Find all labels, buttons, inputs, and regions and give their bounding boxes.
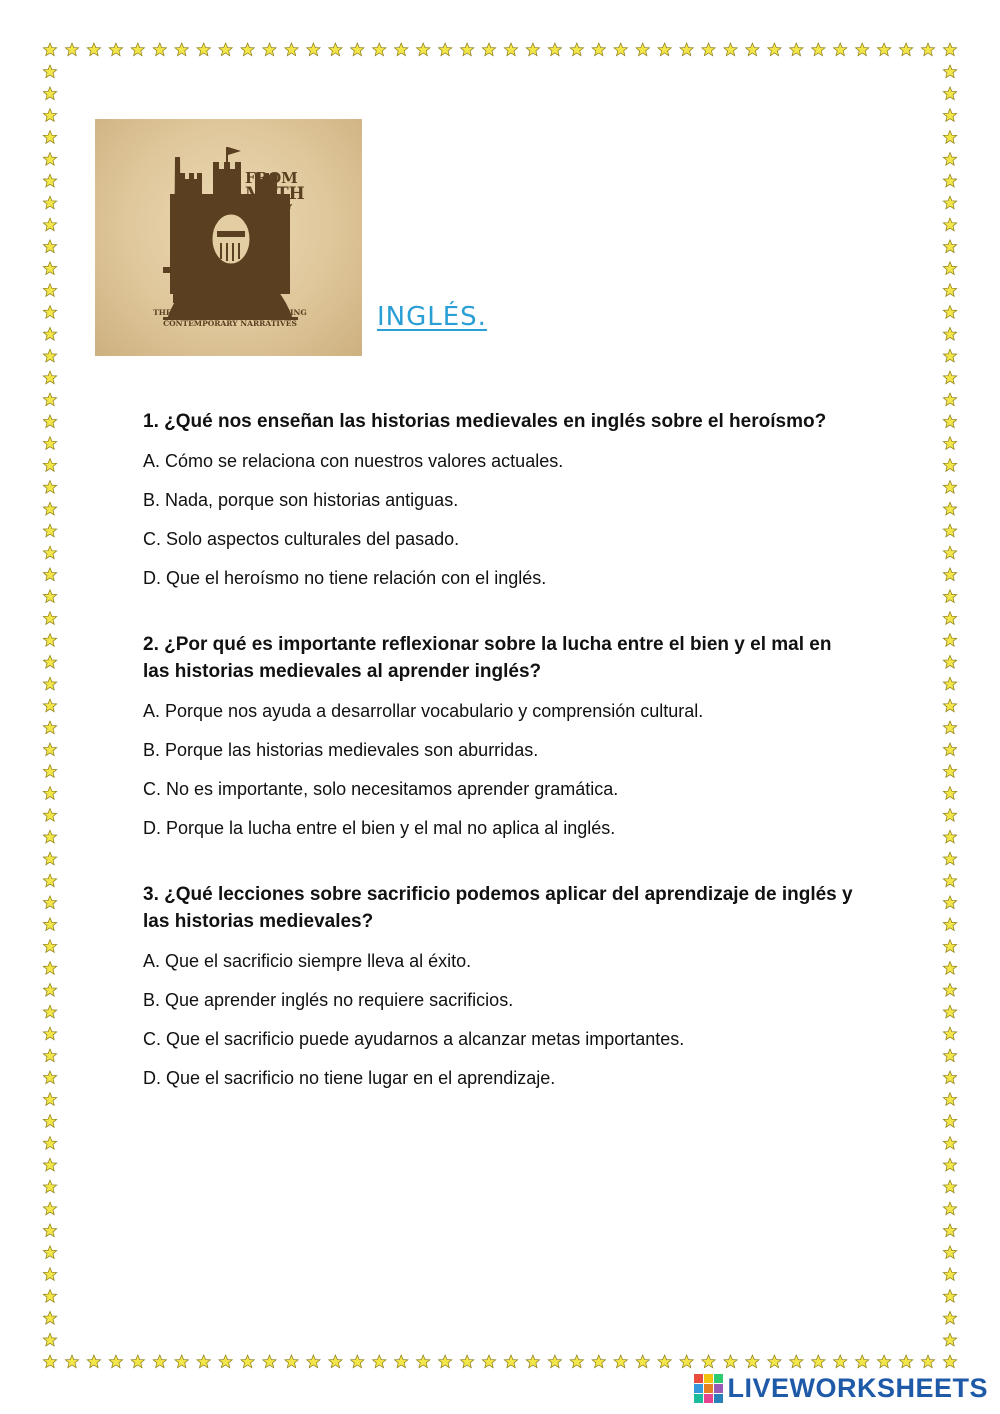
border-star-icon (460, 43, 473, 56)
border-star-icon (746, 1355, 759, 1368)
border-star-icon (43, 1027, 56, 1040)
border-star-icon (43, 481, 56, 494)
border-star-icon (438, 1355, 451, 1368)
border-star-icon (329, 1355, 342, 1368)
option-c[interactable]: C. Solo aspectos culturales del pasado. (143, 529, 460, 549)
border-star-icon (43, 1202, 56, 1215)
border-star-icon (504, 43, 517, 56)
border-star-icon (504, 1355, 517, 1368)
border-star-icon (263, 43, 276, 56)
border-star-icon (943, 1290, 956, 1303)
border-star-icon (43, 590, 56, 603)
border-star-icon (43, 437, 56, 450)
border-star-icon (219, 43, 232, 56)
border-star-icon (43, 415, 56, 428)
question-text: 2. ¿Por qué es importante reflexionar sobre la lucha entre el bien y el mal en las historias medievales al aprender inglés? (143, 634, 832, 682)
border-star-icon (943, 568, 956, 581)
border-star-icon (43, 546, 56, 559)
border-star-icon (943, 1049, 956, 1062)
svg-text:MODERNITY: MODERNITY (245, 203, 293, 211)
border-star-icon (548, 43, 561, 56)
border-star-icon (899, 43, 912, 56)
border-star-icon (570, 1355, 583, 1368)
border-star-icon (395, 43, 408, 56)
question-text: 3. ¿Qué lecciones sobre sacrificio podemos aplicar del aprendizaje de inglés y las historias medievales? (143, 884, 853, 932)
border-star-icon (636, 43, 649, 56)
option-b[interactable]: B. Nada, porque son historias antiguas. (143, 490, 459, 510)
border-star-icon (109, 1355, 122, 1368)
border-star-icon (724, 1355, 737, 1368)
border-star-icon (43, 1115, 56, 1128)
border-star-icon (943, 1093, 956, 1106)
border-star-icon (943, 874, 956, 887)
border-star-icon (43, 1311, 56, 1324)
border-star-icon (43, 787, 56, 800)
option-d[interactable]: D. Porque la lucha entre el bien y el mal no aplica al inglés. (143, 818, 616, 838)
border-star-icon (943, 787, 956, 800)
question-list (143, 408, 863, 1104)
border-star-icon (834, 1355, 847, 1368)
border-star-icon (943, 349, 956, 362)
border-star-icon (219, 1355, 232, 1368)
border-star-icon (834, 43, 847, 56)
option-c[interactable]: C. Que el sacrificio puede ayudarnos a alcanzar metas importantes. (143, 1029, 685, 1049)
border-star-icon (43, 1268, 56, 1281)
border-star-icon (43, 65, 56, 78)
border-star-icon (570, 43, 583, 56)
border-star-icon (43, 240, 56, 253)
border-star-icon (526, 1355, 539, 1368)
knight-castle-icon (95, 119, 362, 356)
border-star-icon (943, 830, 956, 843)
border-star-icon (943, 196, 956, 209)
border-star-icon (43, 131, 56, 144)
border-star-icon (680, 43, 693, 56)
border-star-icon (43, 962, 56, 975)
border-star-icon (43, 393, 56, 406)
border-star-icon (43, 262, 56, 275)
border-star-icon (43, 87, 56, 100)
border-star-icon (43, 196, 56, 209)
border-star-icon (614, 43, 627, 56)
border-star-icon (943, 983, 956, 996)
border-star-icon (943, 1115, 956, 1128)
border-star-icon (43, 1005, 56, 1018)
border-star-icon (943, 655, 956, 668)
question-text: 1. ¿Qué nos enseñan las historias medievales en inglés sobre el heroísmo? (143, 411, 827, 432)
border-star-icon (943, 612, 956, 625)
border-star-icon (43, 568, 56, 581)
border-star-icon (87, 43, 100, 56)
option-a[interactable]: A. Que el sacrificio siempre lleva al éxito. (143, 951, 472, 971)
border-star-icon (943, 218, 956, 231)
border-star-icon (702, 1355, 715, 1368)
border-star-icon (943, 1311, 956, 1324)
border-star-icon (526, 43, 539, 56)
border-star-icon (943, 1246, 956, 1259)
border-star-icon (43, 218, 56, 231)
option-d[interactable]: D. Que el heroísmo no tiene relación con el inglés. (143, 568, 547, 588)
border-star-icon (943, 415, 956, 428)
border-star-icon (943, 1158, 956, 1171)
border-star-icon (943, 721, 956, 734)
border-star-icon (263, 1355, 276, 1368)
border-star-icon (943, 306, 956, 319)
border-star-icon (197, 1355, 210, 1368)
border-star-icon (746, 43, 759, 56)
border-star-icon (943, 896, 956, 909)
border-star-icon (65, 1355, 78, 1368)
border-star-icon (460, 1355, 473, 1368)
border-star-icon (943, 852, 956, 865)
border-star-icon (43, 1049, 56, 1062)
border-star-icon (43, 1137, 56, 1150)
border-star-icon (43, 1158, 56, 1171)
border-star-icon (943, 1333, 956, 1346)
option-c[interactable]: C. No es importante, solo necesitamos aprender gramática. (143, 779, 619, 799)
border-star-icon (943, 918, 956, 931)
logo-cell-l (704, 1384, 713, 1393)
border-star-icon (395, 1355, 408, 1368)
border-star-icon (943, 262, 956, 275)
border-star-icon (43, 809, 56, 822)
border-star-icon (680, 1355, 693, 1368)
border-star-icon (943, 634, 956, 647)
border-star-icon (153, 43, 166, 56)
border-star-icon (943, 699, 956, 712)
border-star-icon (43, 1071, 56, 1084)
border-star-icon (943, 809, 956, 822)
border-star-icon (153, 1355, 166, 1368)
border-star-icon (43, 612, 56, 625)
border-star-icon (43, 940, 56, 953)
border-star-icon (43, 765, 56, 778)
border-star-icon (307, 1355, 320, 1368)
border-star-icon (658, 1355, 671, 1368)
question-3 (143, 881, 863, 1091)
border-star-icon (43, 918, 56, 931)
border-star-icon (43, 327, 56, 340)
page-title: INGLÉS. (377, 302, 487, 332)
border-star-icon (943, 109, 956, 122)
border-star-icon (131, 1355, 144, 1368)
border-star-icon (373, 1355, 386, 1368)
border-star-icon (943, 1137, 956, 1150)
border-star-icon (43, 699, 56, 712)
border-star-icon (43, 349, 56, 362)
border-star-icon (943, 1224, 956, 1237)
border-star-icon (943, 43, 956, 56)
border-star-icon (943, 940, 956, 953)
border-star-icon (43, 459, 56, 472)
border-star-icon (43, 1333, 56, 1346)
border-star-icon (43, 43, 56, 56)
medieval-logo (95, 119, 362, 356)
border-star-icon (943, 437, 956, 450)
border-star-icon (943, 371, 956, 384)
border-star-icon (877, 1355, 890, 1368)
border-star-icon (943, 131, 956, 144)
border-star-icon (943, 327, 956, 340)
question-2 (143, 631, 863, 841)
border-star-icon (43, 153, 56, 166)
brand-text: LIVEWORKSHEETS (727, 1373, 988, 1403)
border-star-icon (943, 1180, 956, 1193)
border-star-icon (943, 962, 956, 975)
border-star-icon (592, 43, 605, 56)
border-star-icon (658, 43, 671, 56)
border-star-icon (636, 1355, 649, 1368)
border-star-icon (43, 1355, 56, 1368)
border-star-icon (482, 1355, 495, 1368)
border-star-icon (943, 393, 956, 406)
border-star-icon (417, 43, 430, 56)
border-star-icon (943, 65, 956, 78)
border-star-icon (943, 481, 956, 494)
border-star-icon (43, 983, 56, 996)
border-star-icon (877, 43, 890, 56)
border-star-icon (285, 1355, 298, 1368)
border-star-icon (943, 459, 956, 472)
svg-text:THE MEDIEVAL ESSENCE SHAPING: THE MEDIEVAL ESSENCE SHAPING (153, 308, 307, 317)
border-star-icon (241, 43, 254, 56)
border-star-icon (592, 1355, 605, 1368)
border-star-icon (943, 677, 956, 690)
border-star-icon (943, 174, 956, 187)
border-star-icon (614, 1355, 627, 1368)
border-star-icon (702, 43, 715, 56)
border-star-icon (43, 1290, 56, 1303)
svg-text:FROM: FROM (245, 169, 298, 187)
border-star-icon (329, 43, 342, 56)
border-star-icon (43, 1180, 56, 1193)
option-a[interactable]: A. Cómo se relaciona con nuestros valores actuales. (143, 451, 564, 471)
border-star-icon (175, 1355, 188, 1368)
border-star-icon (899, 1355, 912, 1368)
option-b[interactable]: B. Que aprender inglés no requiere sacrificios. (143, 990, 514, 1010)
border-star-icon (43, 174, 56, 187)
border-star-icon (43, 284, 56, 297)
border-star-icon (43, 896, 56, 909)
svg-text:MYTH: MYTH (245, 184, 305, 204)
border-star-icon (438, 43, 451, 56)
border-star-icon (131, 43, 144, 56)
border-star-icon (109, 43, 122, 56)
border-star-icon (943, 502, 956, 515)
border-star-icon (790, 43, 803, 56)
border-star-icon (724, 43, 737, 56)
border-star-icon (943, 284, 956, 297)
border-star-icon (943, 765, 956, 778)
border-star-icon (856, 43, 869, 56)
border-star-icon (43, 1093, 56, 1106)
border-star-icon (943, 1355, 956, 1368)
border-star-icon (43, 852, 56, 865)
border-star-icon (43, 524, 56, 537)
border-star-icon (43, 677, 56, 690)
border-star-icon (921, 1355, 934, 1368)
border-star-icon (241, 1355, 254, 1368)
border-star-icon (943, 590, 956, 603)
border-star-icon (943, 153, 956, 166)
liveworksheets-brand[interactable] (694, 1373, 988, 1404)
border-star-icon (351, 1355, 364, 1368)
border-star-icon (768, 43, 781, 56)
border-star-icon (43, 109, 56, 122)
question-1 (143, 408, 863, 591)
border-star-icon (417, 1355, 430, 1368)
border-star-icon (373, 43, 386, 56)
border-star-icon (790, 1355, 803, 1368)
border-star-icon (943, 524, 956, 537)
border-star-icon (548, 1355, 561, 1368)
border-star-icon (175, 43, 188, 56)
border-star-icon (43, 655, 56, 668)
border-star-icon (943, 1202, 956, 1215)
border-star-icon (43, 371, 56, 384)
border-star-icon (943, 240, 956, 253)
border-star-icon (943, 1005, 956, 1018)
border-star-icon (43, 830, 56, 843)
border-star-icon (43, 1224, 56, 1237)
svg-text:CONTEMPORARY NARRATIVES: CONTEMPORARY NARRATIVES (163, 319, 297, 328)
border-star-icon (856, 1355, 869, 1368)
border-star-icon (482, 43, 495, 56)
option-b[interactable]: B. Porque las historias medievales son aburridas. (143, 740, 539, 760)
border-star-icon (43, 721, 56, 734)
border-star-icon (943, 1071, 956, 1084)
border-star-icon (768, 1355, 781, 1368)
border-star-icon (43, 502, 56, 515)
border-star-icon (943, 546, 956, 559)
border-star-icon (943, 1027, 956, 1040)
border-star-icon (307, 43, 320, 56)
border-star-icon (943, 1268, 956, 1281)
border-star-icon (285, 43, 298, 56)
option-a[interactable]: A. Porque nos ayuda a desarrollar vocabulario y comprensión cultural. (143, 701, 704, 721)
border-star-icon (43, 743, 56, 756)
border-star-icon (87, 1355, 100, 1368)
border-star-icon (43, 1246, 56, 1259)
border-star-icon (921, 43, 934, 56)
border-star-icon (43, 634, 56, 647)
border-star-icon (812, 43, 825, 56)
border-star-icon (943, 743, 956, 756)
option-d[interactable]: D. Que el sacrificio no tiene lugar en el aprendizaje. (143, 1068, 556, 1088)
border-star-icon (43, 306, 56, 319)
border-star-icon (43, 874, 56, 887)
border-star-icon (197, 43, 210, 56)
border-star-icon (943, 87, 956, 100)
liveworksheets-logo-icon (694, 1374, 723, 1403)
border-star-icon (65, 43, 78, 56)
border-star-icon (812, 1355, 825, 1368)
border-star-icon (351, 43, 364, 56)
